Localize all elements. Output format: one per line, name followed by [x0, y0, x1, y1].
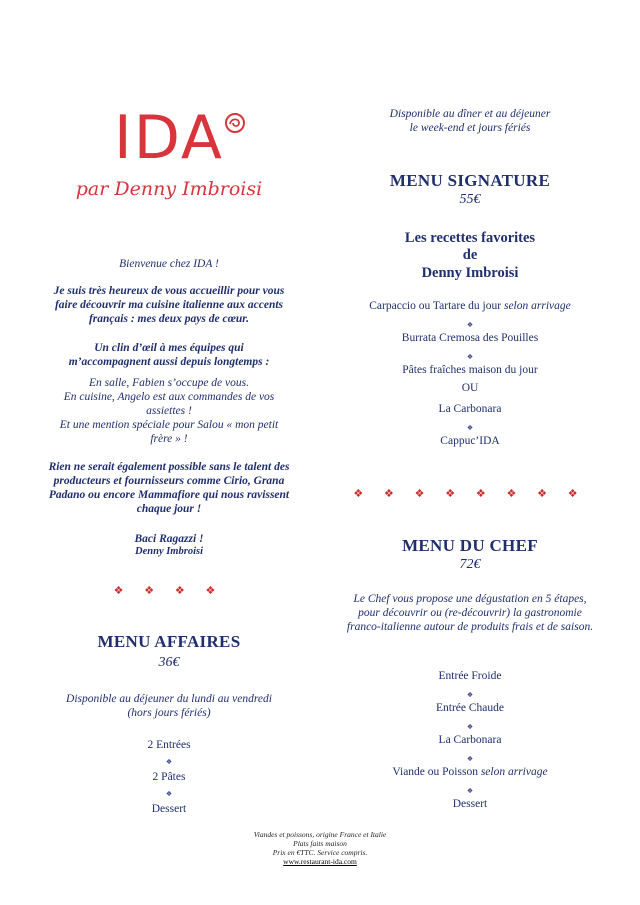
menu-signature-price: 55€ [459, 192, 481, 207]
separator-icon: ❖ [466, 321, 474, 329]
menu-chef-price: 72€ [459, 557, 481, 572]
menu-signature-item-5: Cappuc’IDA [440, 435, 500, 447]
welcome-signoff: Baci Ragazzi ! [134, 533, 204, 545]
welcome-wink: Un clin d’œil à mes équipes qui m’accompagnent aussi depuis longtemps : [68, 342, 270, 368]
welcome-team-1: En salle, Fabien s’occupe de vous. [89, 377, 249, 389]
menu-affaires-availability-2: (hors jours fériés) [127, 707, 211, 719]
menu-affaires-item-3: Dessert [151, 803, 187, 815]
menu-signature-subtitle-1: Les recettes favorites [404, 230, 536, 246]
footer [0, 830, 640, 866]
welcome-team-3: Et une mention spéciale pour Salou « mon petit frère » ! [59, 419, 279, 445]
menu-signature-availability-2: le week-end et jours fériés [409, 122, 531, 134]
menu-chef-item-1: Entrée Froide [438, 670, 502, 682]
separator-icon: ❖ [165, 758, 173, 766]
separator-icon: ❖ [466, 755, 474, 763]
logo-byline: par Denny Imbroisi [75, 178, 263, 200]
logo-brand: IDA [114, 103, 224, 173]
footer-line-1: Viandes et poissons, origine France et Italie [253, 830, 387, 839]
separator-icon: ❖ [466, 691, 474, 699]
menu-signature-availability-1: Disponible au dîner et au déjeuner [389, 108, 551, 120]
menu-signature-or: OU [461, 382, 479, 394]
left-column [40, 0, 298, 905]
welcome-greeting: Bienvenue chez IDA ! [119, 258, 219, 270]
menu-signature-item-1-name: Carpaccio ou Tartare du jour [369, 300, 502, 312]
welcome-thanks: Rien ne serait également possible sans le talent des producteurs et fournisseurs comme Cirio, Grana Padano ou encore Mammafiore qui nous ravissent chaque jour ! [48, 461, 290, 515]
left-divider: ❖ ❖ ❖ ❖ [113, 585, 225, 597]
separator-icon: ❖ [165, 790, 173, 798]
welcome-team-2: En cuisine, Angelo est aux commandes de vos assiettes ! [63, 391, 275, 417]
menu-signature-subtitle-2: de [462, 247, 478, 263]
menu-chef-item-4-note: selon arrivage [480, 766, 548, 778]
logo [40, 103, 298, 173]
logo-swirl-icon [224, 112, 246, 134]
menu-signature-item-4: La Carbonara [438, 403, 502, 415]
menu-affaires-item-1: 2 Entrées [147, 739, 191, 751]
right-column [340, 0, 600, 905]
welcome-intro: Je suis très heureux de vous accueillir pour vous faire découvrir ma cuisine italienne aux accents français : mes deux pays de cœur. [53, 285, 285, 325]
footer-line-3: Prix en €TTC. Service compris. [272, 848, 368, 857]
welcome-signature: Denny Imbroisi [135, 546, 203, 557]
menu-signature-title: MENU SIGNATURE [389, 171, 551, 190]
menu-chef-item-4 [340, 766, 600, 778]
menu-signature-item-1 [340, 300, 600, 312]
menu-chef-item-2: Entrée Chaude [435, 702, 504, 714]
separator-icon: ❖ [466, 353, 474, 361]
menu-affaires-title: MENU AFFAIRES [97, 632, 241, 651]
menu-signature-item-3: Pâtes fraîches maison du jour [402, 364, 538, 376]
menu-chef-description: Le Chef vous propose une dégustation en 5 étapes, pour découvrir ou (re-découvrir) la gastronomie franco-italienne autour de produits frais et de saison. [346, 593, 594, 633]
menu-signature-subtitle-3: Denny Imbroisi [421, 265, 519, 281]
menu-chef-item-5: Dessert [452, 798, 488, 810]
separator-icon: ❖ [466, 787, 474, 795]
separator-icon: ❖ [466, 723, 474, 731]
menu-affaires-availability-1: Disponible au déjeuner du lundi au vendredi [66, 693, 272, 705]
menu-affaires-price: 36€ [158, 655, 180, 670]
menu-chef-item-3: La Carbonara [438, 734, 502, 746]
menu-signature-item-2: Burrata Cremosa des Pouilles [401, 332, 539, 344]
menu-affaires-item-2: 2 Pâtes [152, 771, 186, 783]
menu-signature-item-1-note: selon arrivage [503, 300, 571, 312]
menu-chef-title: MENU DU CHEF [402, 536, 538, 555]
menu-chef-item-4-name: Viande ou Poisson [392, 766, 478, 778]
website-link[interactable]: www.restaurant-ida.com [283, 857, 357, 866]
footer-line-2: Plats faits maison [293, 839, 347, 848]
separator-icon: ❖ [466, 424, 474, 432]
right-divider: ❖ ❖ ❖ ❖ ❖ ❖ ❖ ❖ [353, 488, 587, 500]
